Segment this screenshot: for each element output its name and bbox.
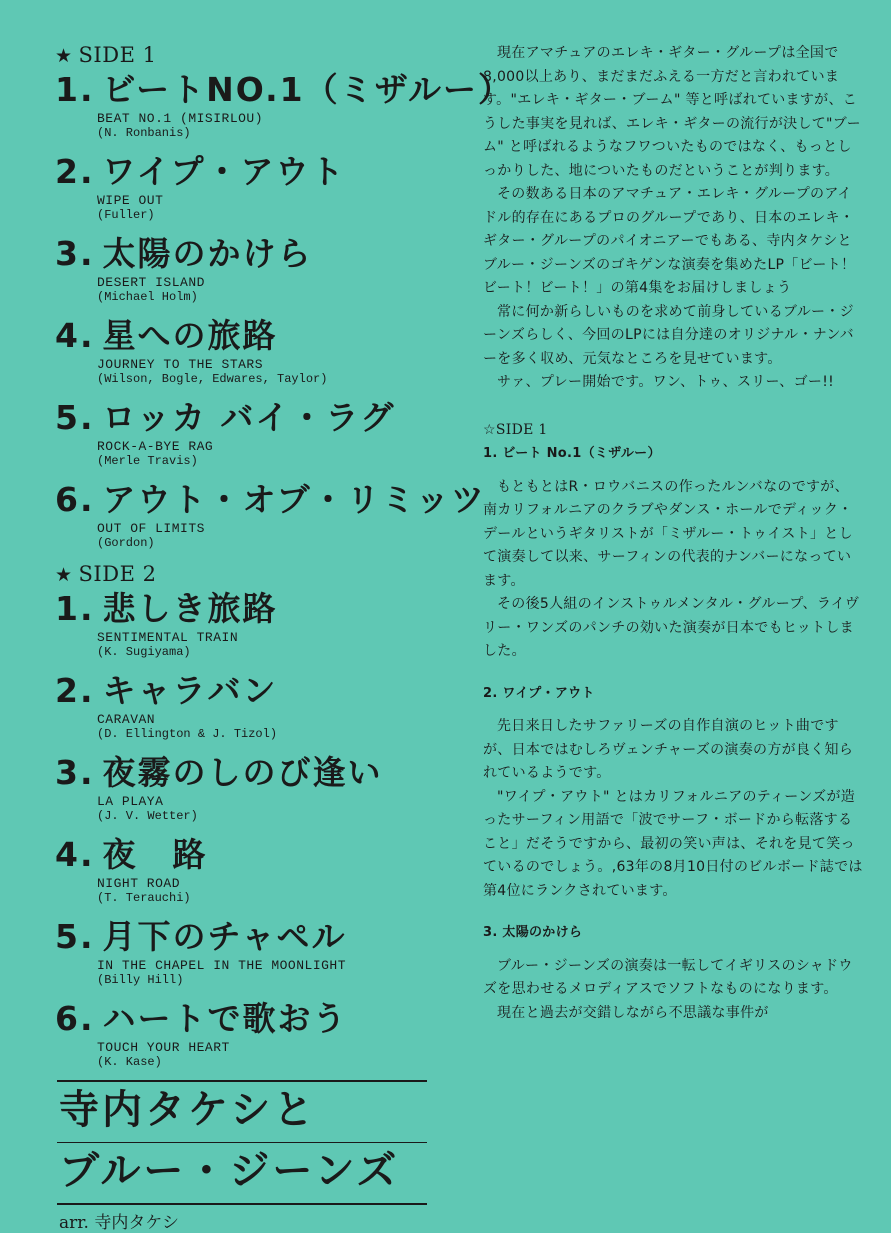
divider bbox=[57, 1142, 427, 1144]
track-title-en: ROCK-A-BYE RAG bbox=[97, 439, 214, 454]
track-entry bbox=[55, 998, 455, 1070]
track-entry bbox=[55, 916, 455, 988]
track-title-ja: 太陽のかけら bbox=[102, 234, 313, 273]
star-icon: ★ bbox=[55, 564, 73, 586]
track-title-en: SENTIMENTAL TRAIN bbox=[97, 630, 239, 645]
track-entry bbox=[55, 69, 513, 141]
track-title-en: CARAVAN bbox=[97, 712, 156, 727]
track-title-en: TOUCH YOUR HEART bbox=[97, 1040, 230, 1055]
track-title bbox=[55, 670, 455, 712]
track-title-ja: キャラバン bbox=[102, 671, 278, 710]
track-title-ja: 月下のチャペル bbox=[102, 917, 347, 956]
liner-notes bbox=[483, 42, 863, 1025]
note-paragraph: 現在と過去が交錯しながら不思議な事件が bbox=[497, 1004, 769, 1021]
track-title-en: LA PLAYA bbox=[97, 794, 164, 809]
track-title-ja: 夜霧のしのび逢い bbox=[102, 753, 383, 792]
divider bbox=[57, 1080, 427, 1082]
track-number: 1. bbox=[55, 589, 95, 628]
track-entry bbox=[55, 151, 455, 223]
arranger-credit: arr. 寺内タケシ bbox=[59, 1212, 179, 1233]
track-title-ja: 星への旅路 bbox=[102, 316, 278, 355]
track-composer: (N. Ronbanis) bbox=[97, 126, 191, 140]
track-entry bbox=[55, 397, 455, 469]
artist-name-line2: ブルー・ジーンズ bbox=[59, 1148, 400, 1194]
intro-paragraph: サァ、プレー開始です。ワン、トゥ、スリー、ゴー!! bbox=[497, 374, 835, 390]
track-entry bbox=[55, 834, 455, 906]
track-number: 3. bbox=[55, 234, 95, 273]
track-title bbox=[55, 588, 455, 630]
track-title bbox=[55, 151, 455, 193]
track-entry bbox=[55, 233, 455, 305]
side2-heading: ★ SIDE 2 bbox=[55, 562, 157, 586]
track-composer: (Billy Hill) bbox=[97, 973, 184, 987]
track-composer: (Fuller) bbox=[97, 208, 155, 222]
track-title-ja: ハートで歌おう bbox=[102, 999, 348, 1038]
track-title bbox=[55, 233, 455, 275]
track-entry bbox=[55, 588, 455, 660]
track-composer: (K. Kase) bbox=[97, 1055, 162, 1069]
track-title bbox=[55, 397, 455, 439]
track-title bbox=[55, 479, 486, 521]
track-number: 5. bbox=[55, 917, 95, 956]
notes-section-heading: ☆SIDE 1 bbox=[483, 421, 548, 438]
note-paragraph: 先日来日したサファリーズの自作自演のヒット曲ですが、日本ではむしろヴェンチャーズの演奏の方が良く知られているようです。 bbox=[483, 718, 854, 781]
note-track-title: 3. 太陽のかけら bbox=[483, 925, 583, 940]
track-title-ja: ワイプ・アウト bbox=[102, 152, 346, 191]
track-number: 6. bbox=[55, 480, 95, 519]
track-composer: (Wilson, Bogle, Edwares, Taylor) bbox=[97, 372, 328, 386]
track-title-en: IN THE CHAPEL IN THE MOONLIGHT bbox=[97, 958, 347, 973]
track-title-en: OUT OF LIMITS bbox=[97, 521, 205, 536]
side1-heading: ★ SIDE 1 bbox=[55, 43, 157, 67]
track-number: 6. bbox=[55, 999, 95, 1038]
track-title-en: DESERT ISLAND bbox=[97, 275, 205, 290]
track-entry bbox=[55, 670, 455, 742]
track-title bbox=[55, 916, 455, 958]
note-paragraph: もともとはR・ロウバニスの作ったルンバなのですが、南カリフォルニアのクラブやダンス・ホールでディック・デールというギタリストが「ミザルー・トゥイスト」として演奏して以来、サーフィンの代表的ナンバーになっています。 bbox=[483, 478, 853, 589]
track-number: 2. bbox=[55, 152, 95, 191]
track-title bbox=[55, 315, 455, 357]
track-title-en: NIGHT ROAD bbox=[97, 876, 181, 891]
intro-paragraph: その数ある日本のアマチュア・エレキ・グループのアイドル的存在にあるプロのグループであり、日本のエレキ・ギター・グループのパイオニアーでもある、寺内タケシとブルー・ジーンズのゴキゲンな演奏を集めたLP「ビート！ビート！ビート！」の第4集をお届けしましょう bbox=[483, 186, 856, 296]
track-entry bbox=[55, 479, 486, 551]
note-track-title: 1. ビート No.1（ミザルー） bbox=[483, 446, 661, 461]
side2-tracks bbox=[55, 588, 455, 1070]
track-title bbox=[55, 998, 455, 1040]
artist-name-line1: 寺内タケシと bbox=[59, 1086, 317, 1133]
track-number: 2. bbox=[55, 671, 95, 710]
track-composer: (Michael Holm) bbox=[97, 290, 198, 304]
track-composer: (Merle Travis) bbox=[97, 454, 198, 468]
track-number: 4. bbox=[55, 835, 95, 874]
track-title-ja: ビートNO.1（ミザルー） bbox=[102, 70, 513, 109]
track-number: 3. bbox=[55, 753, 95, 792]
note-track-title: 2. ワイプ・アウト bbox=[483, 685, 595, 701]
track-title bbox=[55, 752, 455, 794]
note-paragraph: ブルー・ジーンズの演奏は一転してイギリスのシャドウズを思わせるメロディアスでソフトなものになります。 bbox=[483, 957, 853, 997]
star-icon: ★ bbox=[55, 45, 73, 67]
track-composer: (Gordon) bbox=[97, 536, 155, 550]
track-list bbox=[55, 42, 513, 1233]
intro-paragraph: 常に何か新らしいものを求めて前身しているブルー・ジーンズらしく、今回のLPには自分達のオリジナル・ナンバーを多く収め、元気なところを見せています。 bbox=[483, 303, 854, 367]
track-composer: (J. V. Wetter) bbox=[97, 809, 198, 823]
note-paragraph: "ワイプ・アウト" とはカリフォルニアのティーンズが造ったサーフィン用語で「波でサーフ・ボードから転落すること」だそうですから、最初の笑い声は、それを見て笑っているのでしょう。,63年の8月10日付のビルボード誌では第4位にランクされています。 bbox=[483, 788, 863, 899]
track-title-ja: ロッカ バイ・ラグ bbox=[102, 398, 396, 437]
track-title bbox=[55, 69, 513, 111]
track-title-ja: アウト・オブ・リミッツ bbox=[102, 480, 486, 519]
note-paragraph: その後5人組のインストゥルメンタル・グループ、ライヴリー・ワンズのパンチの効いた演奏が日本でもヒットしました。 bbox=[483, 596, 860, 659]
track-title-ja: 夜 路 bbox=[102, 835, 208, 874]
track-title-en: WIPE OUT bbox=[97, 193, 164, 208]
divider bbox=[57, 1203, 427, 1205]
track-entry bbox=[55, 315, 455, 387]
side1-tracks bbox=[55, 69, 513, 551]
track-number: 4. bbox=[55, 316, 95, 355]
track-title-en: JOURNEY TO THE STARS bbox=[97, 357, 264, 372]
track-composer: (T. Terauchi) bbox=[97, 891, 191, 905]
intro-paragraph: 現在アマチュアのエレキ・ギター・グループは全国で 8,000以上あり、まだまだふえる一方だと言われています。"エレキ・ギター・ブーム" 等と呼ばれていますが、こうした事実を見れば、エレキ・ギターの流行が決して"ブーム" と呼ばれるようなフワついたものではなく、もっとしっかりした、地についたものだということが判ります。 bbox=[483, 45, 861, 179]
track-title-ja: 悲しき旅路 bbox=[102, 589, 278, 628]
track-number: 5. bbox=[55, 398, 95, 437]
track-composer: (K. Sugiyama) bbox=[97, 645, 191, 659]
track-number: 1. bbox=[55, 70, 95, 109]
track-title-en: BEAT NO.1 (MISIRLOU) bbox=[97, 111, 264, 126]
track-composer: (D. Ellington & J. Tizol) bbox=[97, 727, 278, 741]
track-entry bbox=[55, 752, 455, 824]
track-title bbox=[55, 834, 455, 876]
